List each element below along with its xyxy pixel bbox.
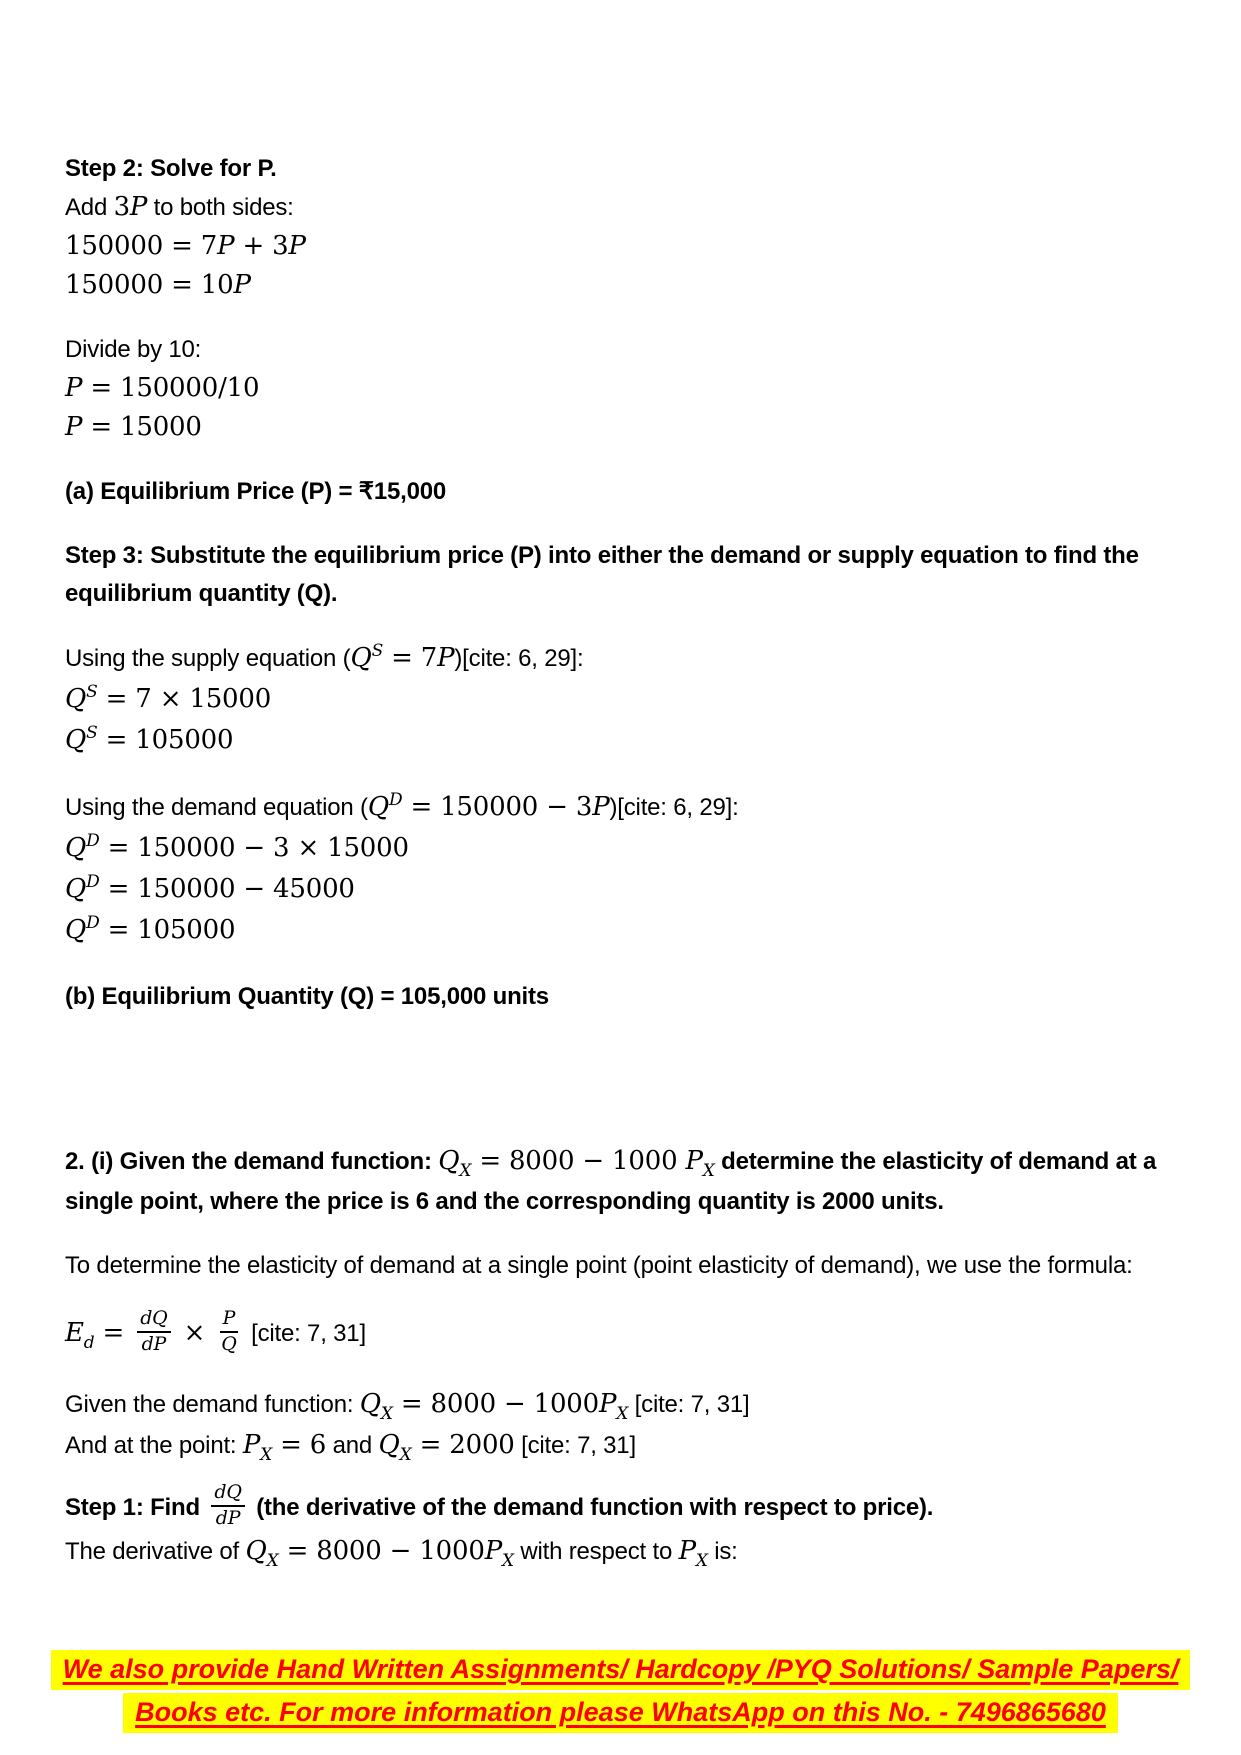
demand-block — [65, 788, 1183, 952]
text-run: E — [65, 1318, 84, 1349]
text-run: 150000 = 10 — [65, 270, 234, 300]
text-run: = 150000 − 3 × 15000 — [99, 833, 409, 863]
text-run: D — [86, 831, 100, 851]
text-run: Add — [65, 194, 114, 221]
demand-intro — [65, 788, 1183, 829]
text-run: = 105000 — [97, 725, 234, 755]
given-function-line — [65, 1385, 1183, 1426]
text-run: and — [326, 1431, 379, 1459]
question2-intro-block — [65, 1247, 1183, 1285]
text-run: P — [65, 373, 83, 403]
text-run: Q — [378, 1429, 400, 1460]
supply-block — [65, 639, 1183, 762]
promo-footer — [0, 1650, 1241, 1736]
text-run: X — [702, 1161, 715, 1181]
text-run: = 150000/10 — [82, 373, 260, 403]
step2-equation-3 — [65, 369, 1183, 408]
text-run: determine the elasticity of demand at a single point, where the price is 6 and the corresponding quantity is 2000 units. — [65, 1148, 1157, 1215]
fraction-numerator: dQ — [137, 1308, 170, 1333]
fraction-denominator: dP — [141, 1332, 167, 1355]
elasticity-formula-block — [65, 1307, 1183, 1359]
text-run: Using the supply equation ( — [65, 645, 351, 672]
demand-calc-2 — [65, 870, 1183, 911]
elasticity-formula — [65, 1307, 1183, 1359]
step2-equation-4 — [65, 408, 1183, 447]
step3-heading: Step 3: Substitute the equilibrium price (P) into either the demand or supply equation to find the equilibrium quantity (Q). — [65, 542, 1139, 607]
step2-block — [65, 150, 1183, 305]
demand-calc-1 — [65, 829, 1183, 870]
text-run: X — [266, 1551, 279, 1572]
fraction-denominator: dP — [215, 1506, 241, 1529]
text-run: )[cite: 6, 29]: — [454, 645, 584, 672]
text-run: Q — [65, 833, 87, 863]
text-run: to both sides: — [147, 194, 294, 221]
text-run: Q — [65, 915, 87, 945]
text-run: P — [288, 231, 306, 261]
supply-calc-1 — [65, 680, 1183, 721]
supply-intro — [65, 639, 1183, 680]
text-run: = 15000 — [82, 412, 202, 442]
text-run: = 8000 − 1000 — [392, 1388, 599, 1419]
text-run: And at the point: — [65, 1431, 243, 1459]
text-run: Q — [350, 643, 372, 673]
text-run: = 6 — [272, 1429, 327, 1460]
math-fraction — [137, 1308, 170, 1356]
answer-b-block — [65, 978, 1183, 1016]
text-run: D — [388, 790, 403, 810]
text-run: = 7 × 15000 — [97, 684, 272, 714]
page-content — [65, 150, 1183, 1573]
text-run: with respect to — [513, 1538, 679, 1566]
promo-footer-text-1: We also provide Hand Written Assignments/ Hardcopy /PYQ Solutions/ Sample Papers/ — [51, 1650, 1191, 1690]
at-point-line — [65, 1426, 1183, 1467]
step1-heading — [65, 1480, 1183, 1533]
section-spacer — [65, 1042, 1183, 1142]
text-run: = 8000 − 1000 — [471, 1146, 686, 1176]
text-run: Q — [65, 874, 87, 904]
math-fraction — [218, 1308, 239, 1356]
text-run: = 8000 − 1000 — [278, 1536, 485, 1567]
text-run: Q — [245, 1536, 267, 1567]
text-run: + 3 — [234, 231, 289, 261]
text-run: 150000 = 7 — [65, 231, 218, 261]
answer-b: (b) Equilibrium Quantity (Q) = 105,000 units — [65, 983, 549, 1010]
fraction-numerator: P — [220, 1308, 239, 1333]
text-run: = 105000 — [99, 915, 236, 945]
text-run: P — [437, 643, 455, 673]
text-run: P — [233, 270, 251, 300]
text-run: [cite: 7, 31] — [514, 1431, 636, 1459]
text-run: S — [86, 682, 98, 702]
text-run: Q — [65, 684, 87, 714]
text-run: P — [484, 1536, 502, 1567]
text-run: D — [86, 913, 100, 933]
text-run: P — [242, 1429, 261, 1460]
text-run: = 150000 − 3 — [402, 792, 593, 822]
text-run: Step 1: Find — [65, 1493, 207, 1521]
text-run: P — [65, 412, 83, 442]
text-run: Given the demand function: — [65, 1390, 360, 1418]
text-run: P — [599, 1388, 617, 1419]
text-run: D — [86, 872, 100, 892]
text-run: Q — [359, 1388, 381, 1419]
text-run: P — [678, 1536, 696, 1567]
divide-line: Divide by 10: — [65, 336, 202, 363]
demand-calc-3 — [65, 911, 1183, 952]
text-run: Q — [367, 792, 389, 822]
step1-block — [65, 1480, 1183, 1574]
text-run: Q — [65, 725, 87, 755]
step2-equation-1 — [65, 227, 1183, 266]
given-point-block — [65, 1385, 1183, 1467]
text-run: (the derivative of the demand function with respect to price). — [249, 1493, 934, 1521]
promo-footer-line-1 — [0, 1650, 1241, 1693]
text-run: P — [685, 1146, 703, 1176]
step3-block — [65, 537, 1183, 613]
text-run: X — [502, 1551, 514, 1572]
text-run: X — [380, 1403, 393, 1424]
text-run: P — [592, 792, 610, 822]
text-run: X — [616, 1403, 629, 1424]
text-run: [cite: 7, 31] — [244, 1320, 366, 1348]
promo-footer-text-2: Books etc. For more information please WhatsApp on this No. - 7496865680 — [123, 1693, 1118, 1733]
answer-a: (a) Equilibrium Price (P) = ₹15,000 — [65, 478, 447, 505]
text-run: S — [86, 723, 98, 743]
question2-heading — [65, 1142, 1183, 1221]
text-run: )[cite: 6, 29]: — [609, 794, 739, 821]
text-run: 3 — [113, 192, 130, 222]
math-fraction — [211, 1482, 244, 1530]
step2-equation-2 — [65, 266, 1183, 305]
text-run: X — [260, 1444, 273, 1465]
text-run: X — [399, 1444, 412, 1465]
question2-heading-block — [65, 1142, 1183, 1221]
text-run: d — [83, 1333, 95, 1354]
fraction-numerator: dQ — [211, 1482, 244, 1507]
step2-add-line — [65, 188, 1183, 227]
text-run: S — [371, 641, 384, 661]
text-run: P — [129, 192, 148, 222]
text-run: 2. (i) Given the demand function: — [65, 1148, 439, 1175]
text-run: P — [217, 231, 235, 261]
divide-block — [65, 331, 1183, 447]
supply-calc-2 — [65, 721, 1183, 762]
text-run: × — [175, 1318, 214, 1349]
step2-heading: Step 2: Solve for P. — [65, 155, 277, 182]
text-run: = 2000 — [411, 1429, 515, 1460]
text-run: Q — [438, 1146, 460, 1176]
text-run: The derivative of — [65, 1538, 246, 1566]
answer-a-block — [65, 473, 1183, 511]
text-run: X — [459, 1161, 472, 1181]
derivative-line — [65, 1532, 1183, 1573]
fraction-denominator: Q — [221, 1332, 237, 1355]
text-run: = 7 — [383, 643, 438, 673]
text-run: X — [695, 1551, 708, 1572]
text-run: is: — [707, 1538, 738, 1566]
promo-footer-line-2 — [0, 1693, 1241, 1736]
text-run: = 150000 − 45000 — [99, 874, 355, 904]
text-run: [cite: 7, 31] — [628, 1390, 750, 1418]
text-run: Using the demand equation ( — [65, 794, 368, 821]
question2-intro: To determine the elasticity of demand at a single point (point elasticity of demand), we use the formula: — [65, 1252, 1133, 1279]
text-run: = — [94, 1318, 133, 1349]
